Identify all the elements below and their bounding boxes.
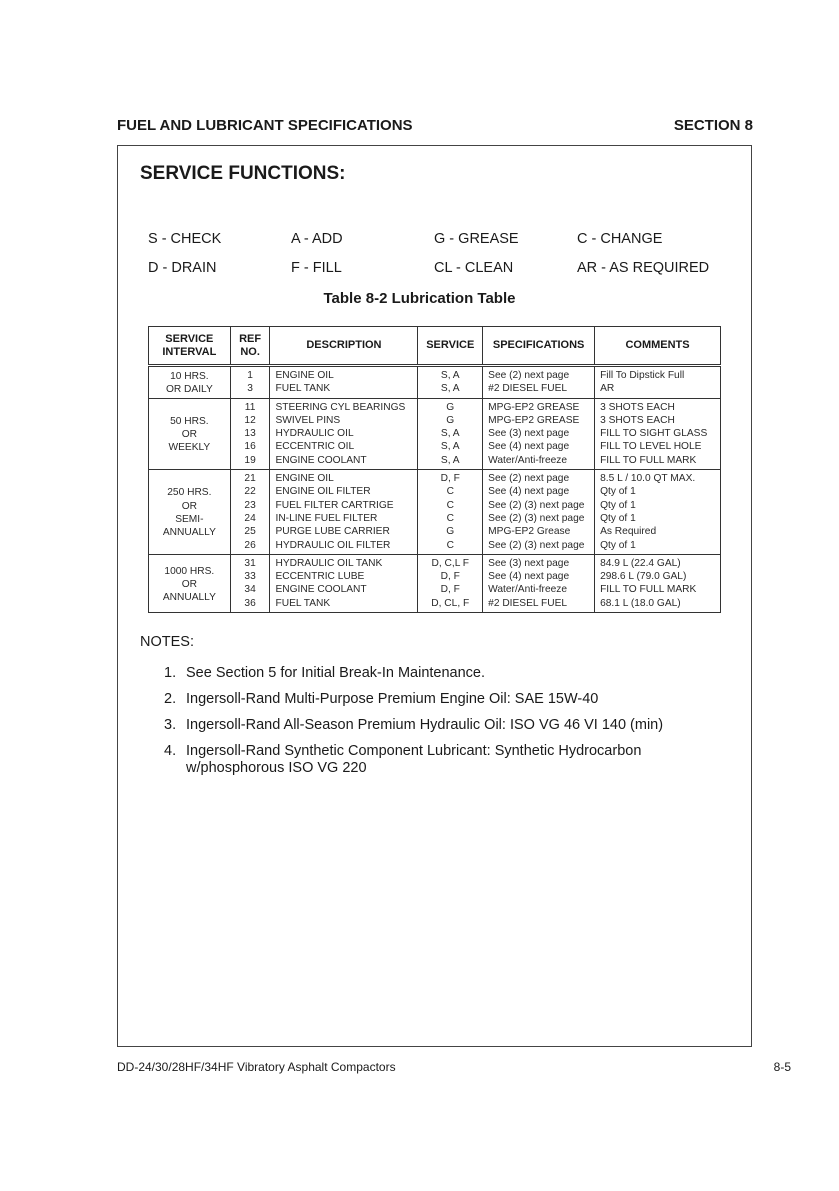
ref-no-cell: 31	[230, 554, 270, 570]
specifications-cell: See (4) next page	[483, 570, 595, 583]
service-interval-line: OR	[181, 500, 197, 512]
table-row	[149, 570, 721, 583]
service-cell: S, A	[418, 382, 483, 398]
table-row	[149, 485, 721, 498]
note-item	[164, 743, 724, 777]
service-interval-line: 10 HRS.	[170, 371, 209, 382]
service-interval-cell	[149, 554, 231, 612]
table-row	[149, 470, 721, 486]
specifications-cell: See (2) (3) next page	[483, 512, 595, 525]
comments-cell: Qty of 1	[595, 485, 721, 498]
specifications-cell: #2 DIESEL FUEL	[483, 597, 595, 613]
service-cell: D, F	[418, 470, 483, 486]
table-row	[149, 366, 721, 383]
ref-no-cell: 26	[230, 539, 270, 555]
comments-cell: Qty of 1	[595, 499, 721, 512]
service-cell: S, A	[418, 366, 483, 383]
description-cell: IN-LINE FUEL FILTER	[270, 512, 418, 525]
table-row	[149, 512, 721, 525]
table-row	[149, 427, 721, 440]
header-ref-no: REF NO.	[230, 327, 270, 366]
comments-cell: FILL TO FULL MARK	[595, 454, 721, 470]
service-interval-line: SEMI-	[175, 513, 204, 525]
description-cell: ENGINE COOLANT	[270, 583, 418, 596]
ref-no-cell: 13	[230, 427, 270, 440]
page-header-section: SECTION 8	[673, 117, 753, 134]
page-header-title: FUEL AND LUBRICANT SPECIFICATIONS	[117, 117, 413, 134]
note-text: Ingersoll-Rand All-Season Premium Hydraulic Oil: ISO VG 46 VI 140 (min)	[186, 717, 664, 733]
service-interval-line: ANNUALLY	[162, 527, 216, 539]
table-row	[149, 597, 721, 613]
specifications-cell: See (4) next page	[483, 485, 595, 498]
note-text: See Section 5 for Initial Break-In Maintenance.	[186, 665, 486, 681]
service-interval-cell	[149, 398, 231, 469]
description-cell: FUEL TANK	[270, 597, 418, 613]
specifications-cell: See (2) next page	[483, 470, 595, 486]
note-text: Ingersoll-Rand Multi-Purpose Premium Engine Oil: SAE 15W-40	[186, 691, 599, 707]
comments-cell: 3 SHOTS EACH	[595, 398, 721, 414]
specifications-cell: MPG-EP2 GREASE	[483, 398, 595, 414]
note-number: 1.	[164, 665, 177, 681]
table-row	[149, 440, 721, 453]
comments-cell: 8.5 L / 10.0 QT MAX.	[595, 470, 721, 486]
table-row	[149, 525, 721, 538]
specifications-cell: See (2) next page	[483, 366, 595, 383]
specifications-cell: Water/Anti-freeze	[483, 454, 595, 470]
service-interval-cell	[149, 470, 231, 555]
note-number: 2.	[164, 691, 177, 707]
ref-no-cell: 11	[230, 398, 270, 414]
comments-cell: Qty of 1	[595, 512, 721, 525]
comments-cell: 298.6 L (79.0 GAL)	[595, 570, 721, 583]
comments-cell: FILL TO SIGHT GLASS	[595, 427, 721, 440]
service-cell: S, A	[418, 440, 483, 453]
table-row	[149, 454, 721, 470]
service-cell: S, A	[418, 427, 483, 440]
description-cell: ECCENTRIC OIL	[270, 440, 418, 453]
description-cell: FUEL TANK	[270, 382, 418, 398]
header-description: DESCRIPTION	[270, 327, 418, 366]
description-cell: PURGE LUBE CARRIER	[270, 525, 418, 538]
note-number: 4.	[164, 743, 177, 759]
service-interval-line: OR	[181, 578, 197, 590]
description-cell: ENGINE OIL FILTER	[270, 485, 418, 498]
specifications-cell: See (3) next page	[483, 554, 595, 570]
description-cell: ENGINE OIL	[270, 470, 418, 486]
description-cell: HYDRAULIC OIL FILTER	[270, 539, 418, 555]
service-cell: C	[418, 485, 483, 498]
comments-cell: FILL TO FULL MARK	[595, 583, 721, 596]
footer-page-number: 8-5	[773, 1060, 791, 1074]
description-cell: STEERING CYL BEARINGS	[270, 398, 418, 414]
lubrication-table	[148, 326, 721, 613]
service-cell: C	[418, 512, 483, 525]
legend-item: CL - CLEAN	[434, 259, 514, 276]
table-row	[149, 499, 721, 512]
note-number: 3.	[164, 717, 177, 733]
description-cell: FUEL FILTER CARTRIGE	[270, 499, 418, 512]
ref-no-cell: 16	[230, 440, 270, 453]
service-interval-line: 1000 HRS.	[164, 565, 215, 577]
specifications-cell: Water/Anti-freeze	[483, 583, 595, 596]
legend-item: G - GREASE	[434, 230, 519, 247]
note-item	[164, 691, 724, 708]
footer-model: DD-24/30/28HF/34HF Vibratory Asphalt Compactors	[117, 1060, 396, 1074]
header-service-interval: SERVICE INTERVAL	[149, 327, 231, 366]
ref-no-cell: 12	[230, 414, 270, 427]
table-row	[149, 382, 721, 398]
service-cell: S, A	[418, 454, 483, 470]
legend-item: A - ADD	[291, 230, 343, 247]
comments-cell: 84.9 L (22.4 GAL)	[595, 554, 721, 570]
header-specifications: SPECIFICATIONS	[483, 327, 595, 366]
legend-item: F - FILL	[291, 259, 342, 276]
service-cell: D, CL, F	[418, 597, 483, 613]
specifications-cell: See (2) (3) next page	[483, 499, 595, 512]
specifications-cell: MPG-EP2 Grease	[483, 525, 595, 538]
service-interval-line: OR DAILY	[165, 384, 213, 396]
legend-row	[148, 224, 728, 253]
service-cell: D, F	[418, 583, 483, 596]
description-cell: SWIVEL PINS	[270, 414, 418, 427]
service-cell: D, F	[418, 570, 483, 583]
specifications-cell: #2 DIESEL FUEL	[483, 382, 595, 398]
table-row	[149, 414, 721, 427]
service-interval-line: OR	[181, 429, 197, 441]
ref-no-cell: 34	[230, 583, 270, 596]
header-comments: COMMENTS	[595, 327, 721, 366]
specifications-cell: See (3) next page	[483, 427, 595, 440]
table-row	[149, 398, 721, 414]
service-interval-line: WEEKLY	[168, 442, 211, 454]
service-interval-cell	[149, 366, 231, 399]
service-cell: C	[418, 499, 483, 512]
ref-no-cell: 3	[230, 382, 270, 398]
legend-row	[148, 253, 728, 282]
description-cell: ENGINE OIL	[270, 366, 418, 383]
notes-title: NOTES:	[140, 634, 194, 650]
service-interval-line: 250 HRS.	[167, 487, 212, 499]
ref-no-cell: 25	[230, 525, 270, 538]
note-text: Ingersoll-Rand Synthetic Component Lubricant: Synthetic Hydrocarbon w/phosphorous ISO VG 220	[186, 743, 642, 776]
ref-no-cell: 19	[230, 454, 270, 470]
comments-cell: FILL TO LEVEL HOLE	[595, 440, 721, 453]
comments-cell: Qty of 1	[595, 539, 721, 555]
note-item	[164, 665, 724, 682]
description-cell: ECCENTRIC LUBE	[270, 570, 418, 583]
ref-no-cell: 22	[230, 485, 270, 498]
legend-item: C - CHANGE	[577, 230, 663, 247]
description-cell: HYDRAULIC OIL TANK	[270, 554, 418, 570]
ref-no-cell: 1	[230, 366, 270, 383]
ref-no-cell: 21	[230, 470, 270, 486]
comments-cell: Fill To Dipstick Full	[595, 366, 721, 383]
comments-cell: 3 SHOTS EACH	[595, 414, 721, 427]
table-row	[149, 554, 721, 570]
ref-no-cell: 36	[230, 597, 270, 613]
note-item	[164, 717, 724, 734]
comments-cell: AR	[595, 382, 721, 398]
table-row	[149, 539, 721, 555]
ref-no-cell: 33	[230, 570, 270, 583]
service-cell: C	[418, 539, 483, 555]
service-cell: G	[418, 398, 483, 414]
legend-item: S - CHECK	[148, 230, 222, 247]
specifications-cell: MPG-EP2 GREASE	[483, 414, 595, 427]
service-cell: G	[418, 414, 483, 427]
table-title: Table 8-2 Lubrication Table	[323, 290, 516, 307]
comments-cell: 68.1 L (18.0 GAL)	[595, 597, 721, 613]
table-header-row	[149, 327, 721, 366]
legend-item: AR - AS REQUIRED	[577, 259, 710, 276]
notes-list	[164, 665, 724, 786]
service-functions-title: SERVICE FUNCTIONS:	[140, 163, 346, 184]
specifications-cell: See (2) (3) next page	[483, 539, 595, 555]
service-cell: G	[418, 525, 483, 538]
description-cell: ENGINE COOLANT	[270, 454, 418, 470]
ref-no-cell: 24	[230, 512, 270, 525]
service-interval-line: 50 HRS.	[170, 415, 209, 427]
table-row	[149, 583, 721, 596]
comments-cell: As Required	[595, 525, 721, 538]
service-functions-legend	[148, 224, 728, 282]
service-cell: D, C,L F	[418, 554, 483, 570]
legend-item: D - DRAIN	[148, 259, 217, 276]
specifications-cell: See (4) next page	[483, 440, 595, 453]
description-cell: HYDRAULIC OIL	[270, 427, 418, 440]
header-service: SERVICE	[418, 327, 483, 366]
ref-no-cell: 23	[230, 499, 270, 512]
service-interval-line: ANNUALLY	[162, 592, 216, 604]
